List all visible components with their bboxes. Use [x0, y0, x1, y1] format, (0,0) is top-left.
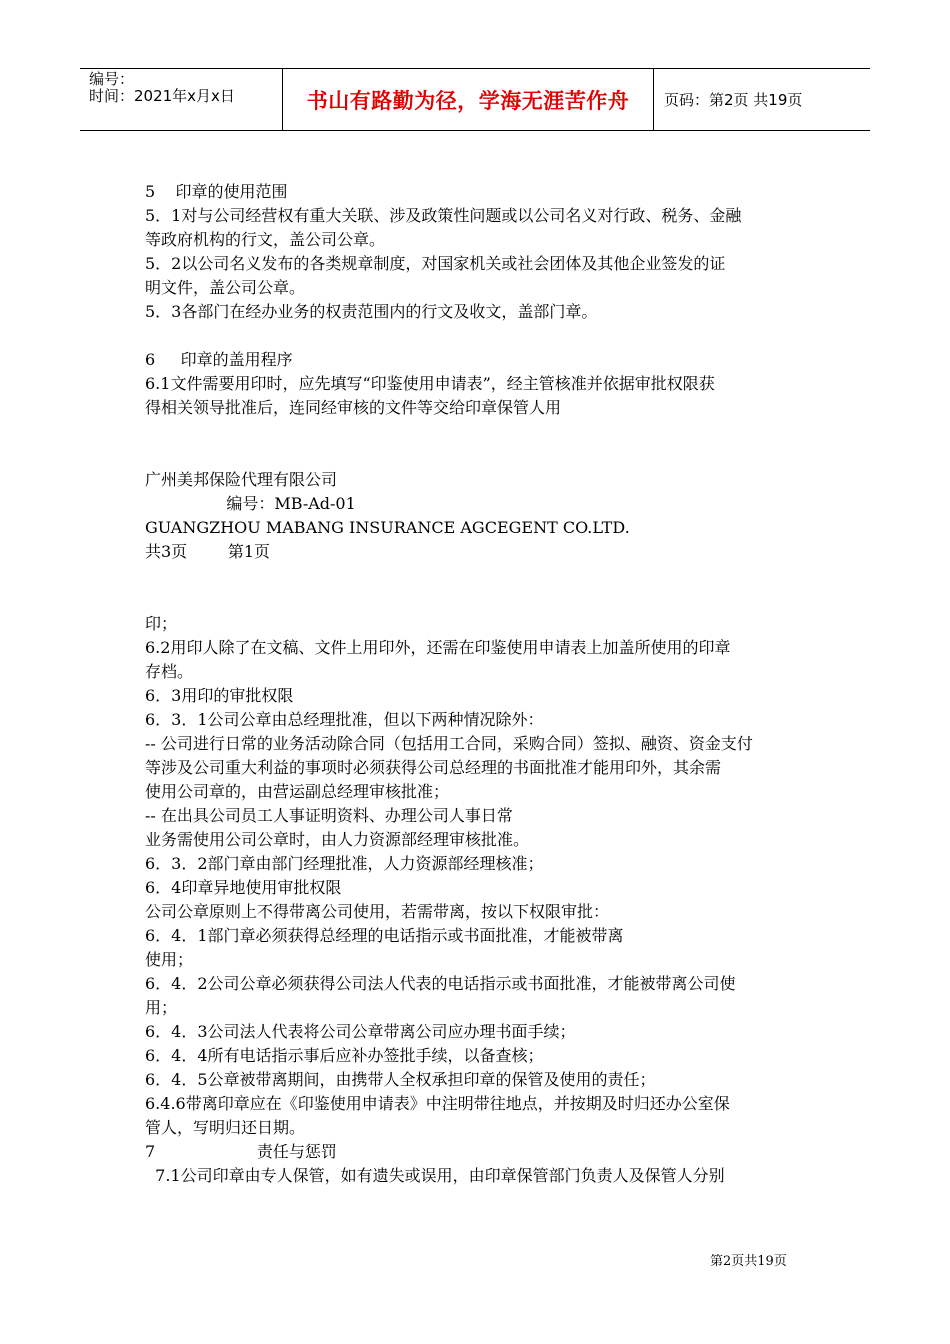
body-line: -- 在出具公司员工人事证明资料、办理公司人事日常 [145, 806, 513, 825]
body-line: 公司公章原则上不得带离公司使用，若需带离，按以下权限审批： [145, 902, 610, 921]
body-line: 6．4．1部门章必须获得总经理的电话指示或书面批准，才能被带离 [145, 926, 624, 945]
body-line [145, 564, 810, 588]
body-line: 编号：MB-Ad-01 [145, 494, 356, 513]
body-line: 等涉及公司重大利益的事项时必须获得公司总经理的书面批准才能用印外，其余需 [145, 758, 722, 777]
body-line: 6.4.6带离印章应在《印鉴使用申请表》中注明带往地点，并按期及时归还办公室保 [145, 1094, 730, 1113]
header-motto: 书山有路勤为径，学海无涯苦作舟 [306, 88, 630, 113]
body-line: 用； [145, 998, 178, 1017]
header-page-cell [654, 69, 870, 130]
page-footer [710, 1250, 787, 1269]
body-line: 7.1公司印章由专人保管，如有遗失或误用，由印章保管部门负责人及保管人分别 [145, 1166, 725, 1185]
body-line: 等政府机构的行文，盖公司公章。 [145, 230, 386, 249]
footer-page-number: 第2页共19页 [710, 1254, 787, 1269]
header-motto-cell [282, 69, 654, 130]
body-line [145, 588, 810, 612]
body-line: 5．1对与公司经营权有重大关联、涉及政策性问题或以公司名义对行政、税务、金融 [145, 206, 742, 225]
header-page-number: 页码：第2页 共19页 [664, 91, 803, 109]
body-line: 使用； [145, 950, 194, 969]
body-line: 6．4印章异地使用审批权限 [145, 878, 342, 897]
body-line: 管人，写明归还日期。 [145, 1118, 306, 1137]
header-meta [80, 69, 282, 130]
document-number-label: 编号： [89, 70, 135, 88]
body-line: 6．3用印的审批权限 [145, 686, 294, 705]
body-line: 6.2用印人除了在文稿、文件上用印外，还需在印鉴使用申请表上加盖所使用的印章 [145, 638, 731, 657]
document-body [145, 180, 810, 1188]
body-line: 6．4．2公司公章必须获得公司法人代表的电话指示或书面批准，才能被带离公司使 [145, 974, 736, 993]
body-line: 5 印章的使用范围 [145, 182, 288, 201]
body-line: 6.1文件需要用印时，应先填写“印鉴使用申请表”，经主管核准并依据审批权限获 [145, 374, 715, 393]
page-header [80, 68, 870, 131]
body-line: 业务需使用公司公章时，由人力资源部经理审核批准。 [145, 830, 530, 849]
body-line: 6．4．5公章被带离期间，由携带人全权承担印章的保管及使用的责任； [145, 1070, 656, 1089]
body-line [145, 324, 810, 348]
body-line: 5．3各部门在经办业务的权责范围内的行文及收文，盖部门章。 [145, 302, 598, 321]
body-line: GUANGZHOU MABANG INSURANCE AGCEGENT CO.LTD. [145, 518, 630, 537]
body-line: 6．4．3公司法人代表将公司公章带离公司应办理书面手续； [145, 1022, 576, 1041]
body-line: 6．4．4所有电话指示事后应补办签批手续，以备查核； [145, 1046, 544, 1065]
body-line: 6．3．1公司公章由总经理批准，但以下两种情况除外： [145, 710, 544, 729]
body-line: -- 公司进行日常的业务活动除合同（包括用工合同，采购合同）签拟、融资、资金支付 [145, 734, 753, 753]
document-time-label: 时间：2021年x月x日 [89, 87, 235, 105]
body-line [145, 420, 810, 444]
body-line: 广州美邦保险代理有限公司 [145, 470, 338, 489]
body-line [145, 444, 810, 468]
body-line: 6．3．2部门章由部门经理批准，人力资源部经理核准； [145, 854, 544, 873]
body-line: 印； [145, 614, 178, 633]
body-line: 使用公司章的，由营运副总经理审核批准； [145, 782, 450, 801]
body-line: 5．2以公司名义发布的各类规章制度，对国家机关或社会团体及其他企业签发的证 [145, 254, 726, 273]
body-line: 7 责任与惩罚 [145, 1142, 337, 1161]
body-line: 明文件，盖公司公章。 [145, 278, 306, 297]
body-line: 得相关领导批准后，连同经审核的文件等交给印章保管人用 [145, 398, 562, 417]
body-line: 共3页 第1页 [145, 542, 271, 561]
body-line: 6 印章的盖用程序 [145, 350, 293, 369]
body-line: 存档。 [145, 662, 194, 681]
